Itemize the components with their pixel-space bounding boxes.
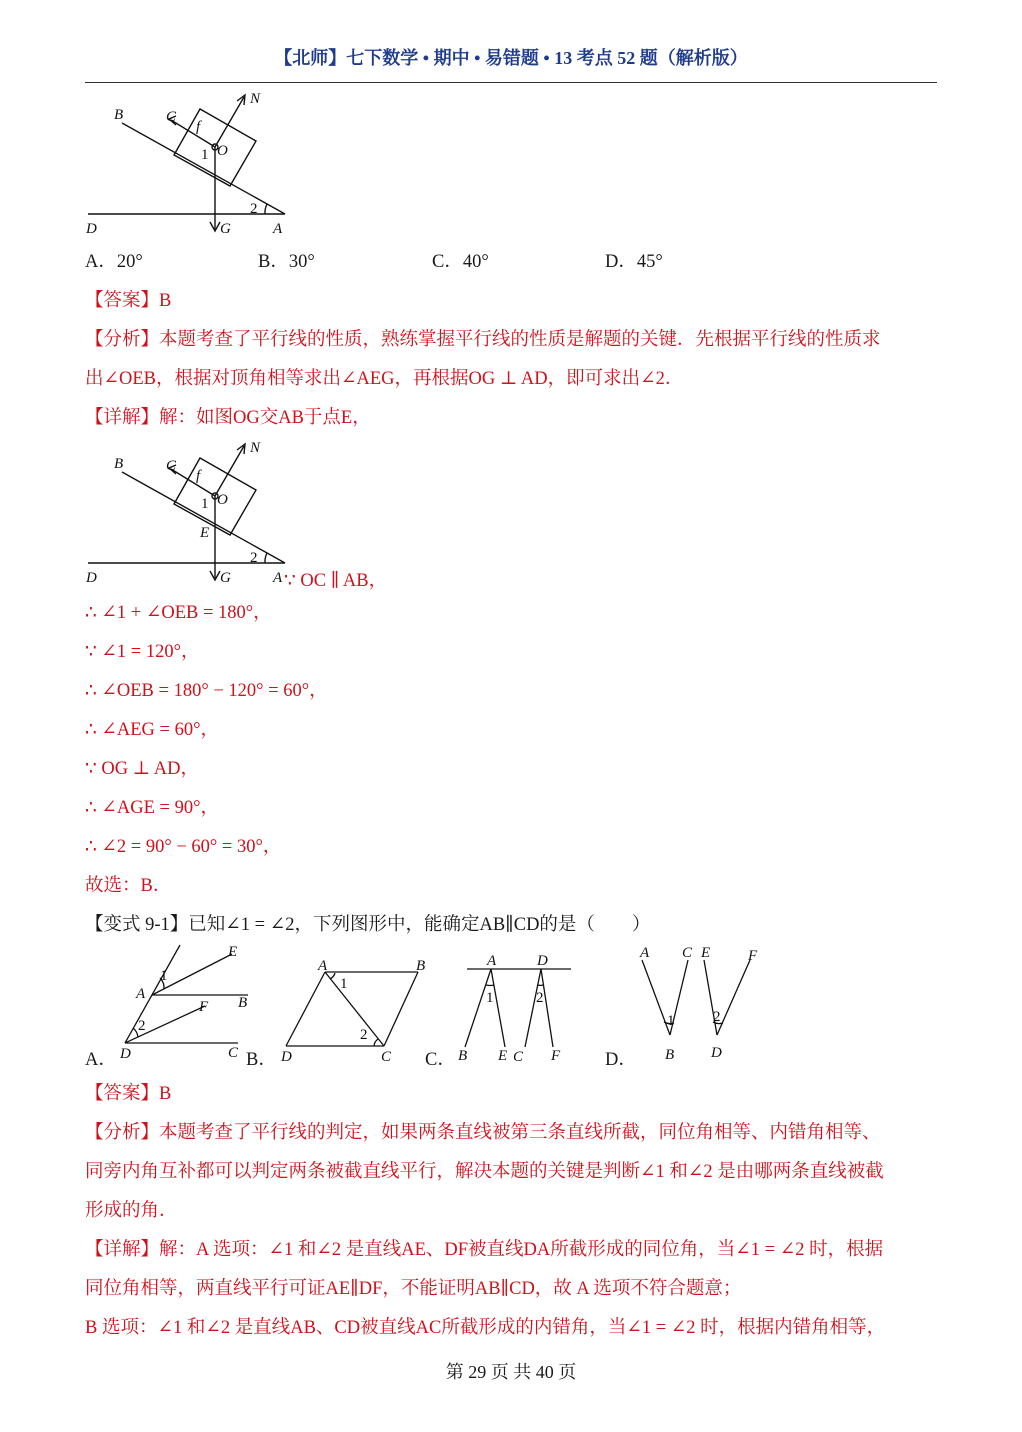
label-1: 1	[340, 976, 348, 992]
variant-figure-d	[630, 940, 770, 1065]
figure-2-labels	[85, 440, 283, 586]
q9-option-a: A．20°	[85, 252, 143, 272]
variant-question	[85, 914, 650, 936]
label-f: f	[196, 468, 201, 484]
label-N: N	[250, 91, 261, 107]
detail-tag: 【详解】	[85, 408, 160, 428]
answer-tag: 【答案】	[85, 291, 160, 311]
variant-option-c-letter: C．	[425, 1050, 456, 1070]
label-E: E	[200, 525, 210, 541]
q9-step-5: ∵ OG ⊥ AD，	[85, 759, 199, 779]
label-F: F	[748, 948, 758, 964]
detail-tag: 【详解】	[85, 1240, 160, 1260]
answer-tag: 【答案】	[85, 1084, 160, 1104]
label-F: F	[551, 1048, 561, 1064]
variant-analysis-line-3: 形成的角．	[85, 1201, 178, 1221]
q9-answer	[85, 290, 171, 312]
analysis-text-1: 本题考查了平行线的判定，如果两条直线被第三条直线所截，同位角相等、内错角相等、	[159, 1123, 881, 1143]
page-footer: 第 29 页 共 40 页	[445, 1362, 577, 1382]
q9-step-6: ∴ ∠AGE = 90°，	[85, 798, 219, 818]
analysis-tag: 【分析】	[85, 1123, 160, 1143]
label-C: C	[228, 1045, 239, 1061]
label-2: 2	[138, 1018, 146, 1034]
label-A: A	[273, 221, 283, 237]
label-1: 1	[667, 1013, 675, 1029]
label-B: B	[458, 1048, 468, 1064]
label-A: A	[136, 986, 146, 1002]
label-E: E	[228, 944, 238, 960]
label-A: A	[487, 953, 497, 969]
label-F: F	[199, 999, 209, 1015]
variant-detail-line-2: 同位角相等，两直线平行可证AE∥DF，不能证明AB∥CD，故 A 选项不符合题意；	[85, 1279, 742, 1299]
analysis-text-1: 本题考查了平行线的性质，熟练掌握平行线的性质是解题的关键．先根据平行线的性质求	[159, 330, 881, 350]
variant-analysis-line-2: 同旁内角互补都可以判定两条被截直线平行，解决本题的关键是判断∠1 和∠2 是由哪两条直线被截	[85, 1162, 884, 1182]
label-C: C	[682, 945, 693, 961]
analysis-tag: 【分析】	[85, 330, 160, 350]
label-O: O	[217, 143, 228, 159]
header-rule	[85, 82, 937, 83]
variant-question-text: 已知∠1 = ∠2，下列图形中，能确定AB∥CD的是（ ）	[188, 915, 651, 935]
label-B: B	[416, 958, 426, 974]
variant-option-b-letter: B．	[246, 1050, 277, 1070]
variant-figure-c	[455, 950, 580, 1065]
label-B: B	[114, 107, 124, 123]
answer-value: B	[159, 1084, 172, 1104]
label-B: B	[238, 995, 248, 1011]
label-A: A	[640, 945, 650, 961]
label-2: 2	[360, 1027, 368, 1043]
q9-step-4: ∴ ∠AEG = 60°，	[85, 720, 219, 740]
figure-incline-2	[80, 433, 310, 588]
q9-step-3: ∴ ∠OEB = 180° − 120° = 60°，	[85, 681, 328, 701]
label-2: 2	[250, 201, 258, 217]
q9-because-parallel: ∵ OC ∥ AB，	[284, 571, 388, 591]
label-D: D	[86, 221, 97, 237]
variant-figure-a	[110, 940, 250, 1065]
variant-detail-line-1	[85, 1239, 883, 1261]
q9-analysis-line-1	[85, 329, 881, 351]
variant-analysis-line-1	[85, 1122, 881, 1144]
label-C: C	[513, 1049, 524, 1065]
label-D: D	[537, 953, 548, 969]
label-1: 1	[160, 968, 168, 984]
label-G: G	[220, 221, 231, 237]
variant-answer	[85, 1083, 171, 1105]
figure-1-labels	[85, 91, 283, 237]
label-1: 1	[201, 496, 209, 512]
label-A: A	[273, 570, 283, 586]
answer-value: B	[159, 291, 172, 311]
label-D: D	[86, 570, 97, 586]
label-2: 2	[536, 990, 544, 1006]
figure-incline-1	[80, 85, 310, 240]
variant-option-a-letter: A．	[85, 1050, 117, 1070]
label-D: D	[711, 1045, 722, 1061]
label-N: N	[250, 440, 261, 456]
variant-option-d-letter: D．	[605, 1050, 637, 1070]
detail-text-1: 解：A 选项：∠1 和∠2 是直线AE、DF被直线DA所截形成的同位角，当∠1 = ∠2 时，根据	[159, 1240, 884, 1260]
q9-option-b: B．30°	[258, 252, 315, 272]
q9-option-d: D．45°	[605, 252, 663, 272]
label-G: G	[220, 570, 231, 586]
label-B: B	[114, 456, 124, 472]
variant-tag: 【变式 9-1】	[85, 915, 189, 935]
label-C: C	[166, 109, 177, 125]
q9-conclusion: 故选：B．	[85, 876, 172, 896]
label-B: B	[665, 1047, 675, 1063]
label-1: 1	[201, 147, 209, 163]
label-f: f	[196, 119, 201, 135]
label-A: A	[318, 958, 328, 974]
variant-detail-line-3: B 选项：∠1 和∠2 是直线AB、CD被直线AC所截形成的内错角，当∠1 = ∠2 时，根据内错角相等，	[85, 1318, 886, 1338]
label-E: E	[701, 945, 711, 961]
page-header: 【北师】七下数学 • 期中 • 易错题 • 13 考点 52 题（解析版）	[274, 48, 748, 68]
label-2: 2	[250, 550, 258, 566]
q9-analysis-line-2: 出∠OEB，根据对顶角相等求出∠AEG，再根据OG ⊥ AD，即可求出∠2．	[85, 369, 684, 389]
label-E: E	[498, 1048, 508, 1064]
q9-detail-intro	[85, 407, 371, 429]
q9-option-c: C．40°	[432, 252, 489, 272]
label-C: C	[381, 1049, 392, 1065]
label-D: D	[281, 1049, 292, 1065]
label-D: D	[120, 1046, 131, 1062]
label-O: O	[217, 492, 228, 508]
detail-intro-text: 解：如图OG交AB于点E，	[159, 408, 371, 428]
q9-step-7: ∴ ∠2 = 90° − 60° = 30°，	[85, 837, 282, 857]
label-C: C	[166, 458, 177, 474]
label-2: 2	[713, 1009, 721, 1025]
variant-figure-b	[278, 955, 438, 1065]
label-1: 1	[486, 990, 494, 1006]
q9-step-2: ∵ ∠1 = 120°，	[85, 642, 200, 662]
q9-step-1: ∴ ∠1 + ∠OEB = 180°，	[85, 603, 272, 623]
